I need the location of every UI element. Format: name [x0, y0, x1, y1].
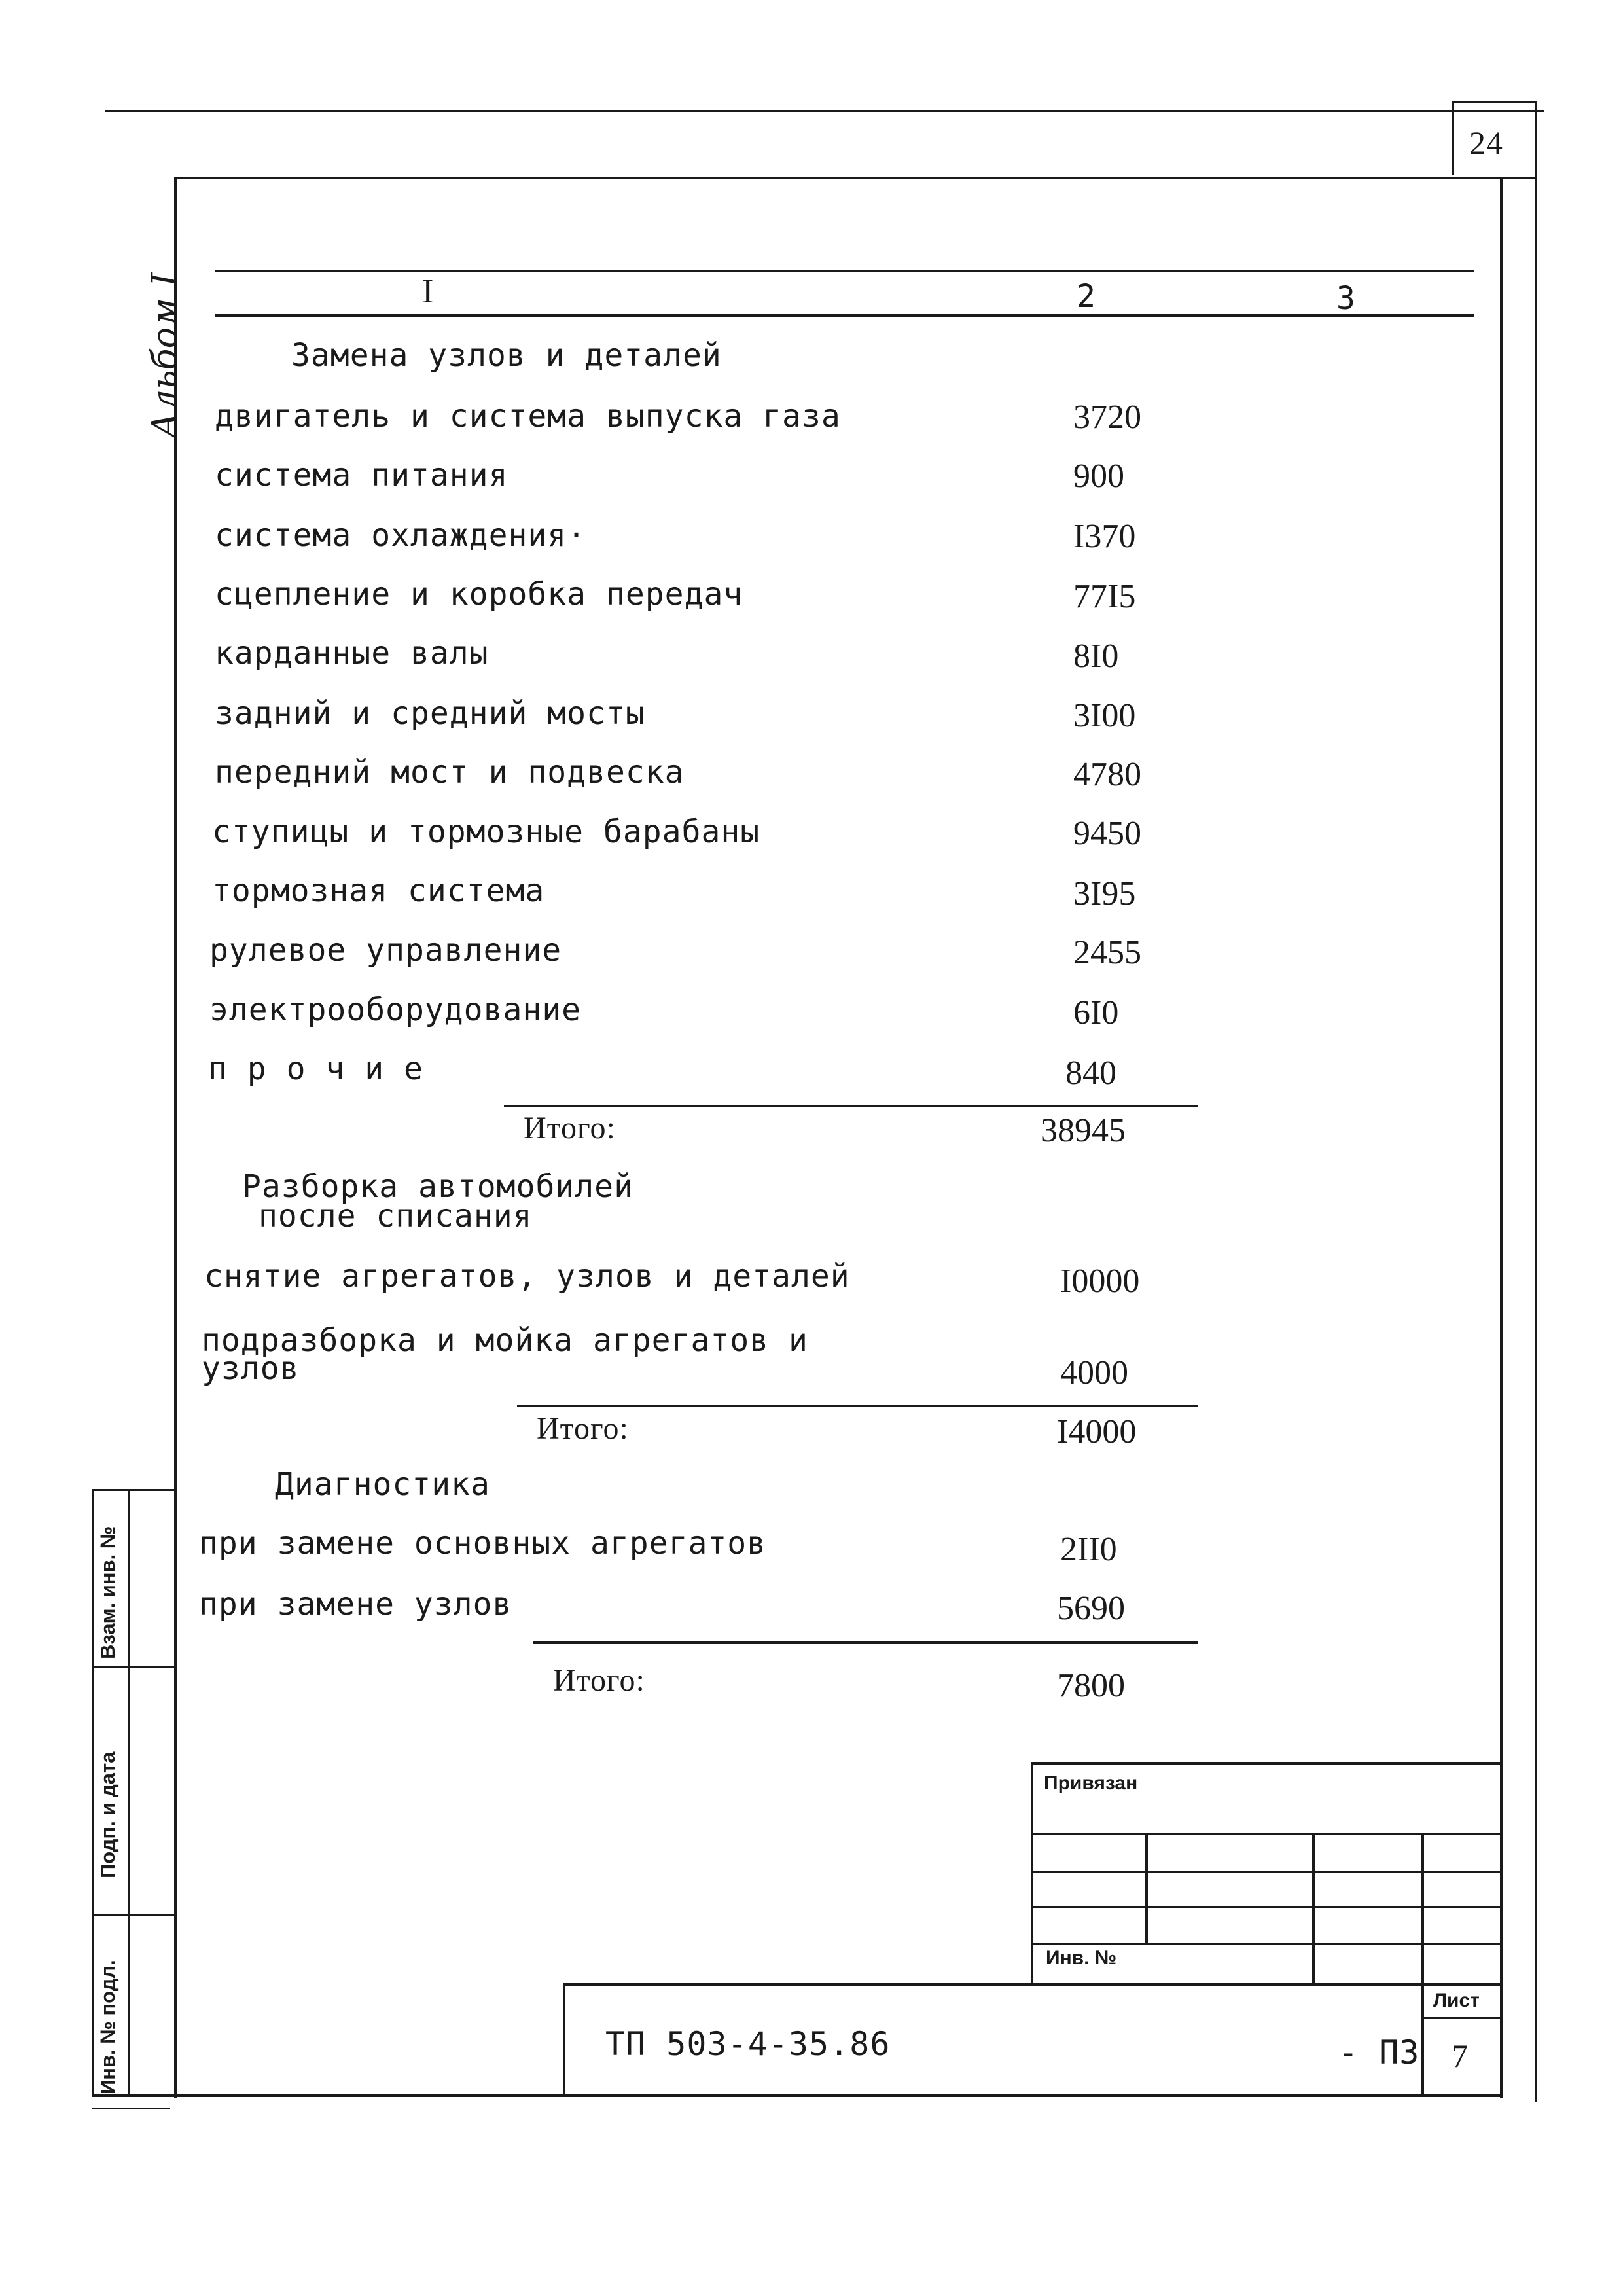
- column-header-2: 2: [1077, 278, 1096, 315]
- side-stamp-left: [92, 1489, 94, 2096]
- sheet-label: Лист: [1433, 1990, 1480, 2011]
- row-value: 9450: [1073, 815, 1141, 852]
- stamp-rule: [1031, 1762, 1502, 1765]
- frame-left: [174, 177, 177, 2098]
- total-label: Итого:: [553, 1663, 645, 1698]
- row-label: передний мост и подвеска: [215, 754, 685, 791]
- frame-right-outer: [1535, 175, 1537, 2102]
- row-label: рулевое управление: [209, 932, 562, 969]
- row-value: 900: [1073, 457, 1124, 495]
- header-rule-bottom: [215, 314, 1474, 317]
- row-label: тормозная система: [212, 872, 545, 909]
- stamp-rule: [1145, 1833, 1148, 1943]
- row-label: двигатель и система выпуска газа: [215, 398, 841, 435]
- side-sign-date: Подп. и дата: [96, 1751, 119, 1878]
- album-label: Альбом I: [144, 272, 185, 439]
- column-header-1: I: [422, 273, 435, 310]
- row-label: система охлаждения·: [215, 517, 587, 554]
- row-label: при замене узлов: [199, 1586, 512, 1623]
- side-stamp-rule: [92, 1914, 175, 1916]
- column-header-3: 3: [1336, 280, 1356, 317]
- row-value: 3720: [1073, 399, 1141, 436]
- title-block-top: [563, 1983, 1502, 1986]
- document-suffix: - ПЗ: [1338, 2034, 1420, 2072]
- inv-label: Инв. №: [1046, 1947, 1117, 1969]
- total-label: Итого:: [524, 1111, 616, 1145]
- frame-top: [175, 177, 1537, 179]
- page-number-box-right: [1535, 101, 1537, 175]
- stamp-rule: [1312, 1833, 1315, 1984]
- row-label: сцепление и коробка передач: [215, 576, 743, 613]
- page-number: 24: [1469, 124, 1503, 161]
- sheet-number: 7: [1452, 2037, 1469, 2074]
- row-value: I0000: [1060, 1263, 1140, 1300]
- header-rule-top: [215, 270, 1474, 272]
- page-number-box-left: [1452, 101, 1454, 175]
- stamp-rule: [1031, 1871, 1502, 1873]
- total-rule: [533, 1641, 1198, 1644]
- row-label: снятие агрегатов, узлов и деталей: [204, 1258, 850, 1295]
- row-label: узлов: [202, 1350, 300, 1387]
- section-heading-disassembly: Разборка автомобилей: [242, 1168, 633, 1205]
- document-code: ТП 503-4-35.86: [605, 2025, 891, 2063]
- row-value: I370: [1073, 518, 1136, 555]
- row-label: ступицы и тормозные барабаны: [212, 814, 760, 850]
- stamp-rule: [1031, 1906, 1502, 1908]
- row-label: задний и средний мосты: [215, 695, 645, 732]
- row-label: система питания: [215, 457, 508, 493]
- page-number-box-top: [1452, 101, 1537, 103]
- row-value: 5690: [1057, 1590, 1125, 1627]
- total-label: Итого:: [537, 1411, 629, 1446]
- stamp-rule: [1031, 1833, 1502, 1835]
- section-heading-diagnostics: Диагностика: [275, 1466, 490, 1503]
- total-value: 38945: [1041, 1112, 1126, 1149]
- total-rule: [504, 1105, 1198, 1107]
- stamp-rule: [1421, 1833, 1424, 2094]
- section-heading-disassembly-2: после списания: [259, 1198, 533, 1234]
- row-label: электрооборудование: [209, 992, 582, 1028]
- bound-label: Привязан: [1044, 1772, 1138, 1794]
- row-value: 4000: [1060, 1354, 1128, 1391]
- sheet-label-rule: [1421, 2017, 1501, 2019]
- row-label: карданные валы: [215, 635, 489, 672]
- stamp-rule: [1031, 1943, 1502, 1945]
- top-rule: [105, 110, 1544, 112]
- row-value: 3I00: [1073, 697, 1136, 734]
- row-value: 840: [1065, 1054, 1116, 1092]
- stamp-rule: [1031, 1762, 1033, 1984]
- row-value: 3I95: [1073, 875, 1136, 912]
- side-stamp-rule: [92, 1666, 175, 1668]
- under-rule: [92, 2108, 170, 2109]
- side-replace-inv: Взам. инв. №: [96, 1526, 119, 1659]
- side-stamp-divider: [128, 1489, 130, 2096]
- row-value: 2455: [1073, 934, 1141, 971]
- row-value: 6I0: [1073, 994, 1119, 1031]
- row-value: 4780: [1073, 756, 1141, 793]
- section-heading-replacement: Замена узлов и деталей: [291, 337, 722, 374]
- total-value: 7800: [1057, 1667, 1125, 1704]
- total-value: I4000: [1057, 1413, 1137, 1450]
- side-inv-orig: Инв. № подл.: [96, 1960, 119, 2094]
- frame-right: [1500, 177, 1503, 2098]
- row-label: при замене основных агрегатов: [199, 1525, 767, 1562]
- row-value: 77I5: [1073, 578, 1136, 615]
- total-rule: [517, 1405, 1198, 1407]
- row-label: п р о ч и е: [208, 1050, 423, 1087]
- title-block-left: [563, 1983, 565, 2096]
- row-value: 8I0: [1073, 637, 1119, 675]
- row-label: подразборка и мойка агрегатов и: [202, 1322, 808, 1359]
- frame-bottom: [92, 2094, 1503, 2097]
- row-value: 2II0: [1060, 1531, 1117, 1568]
